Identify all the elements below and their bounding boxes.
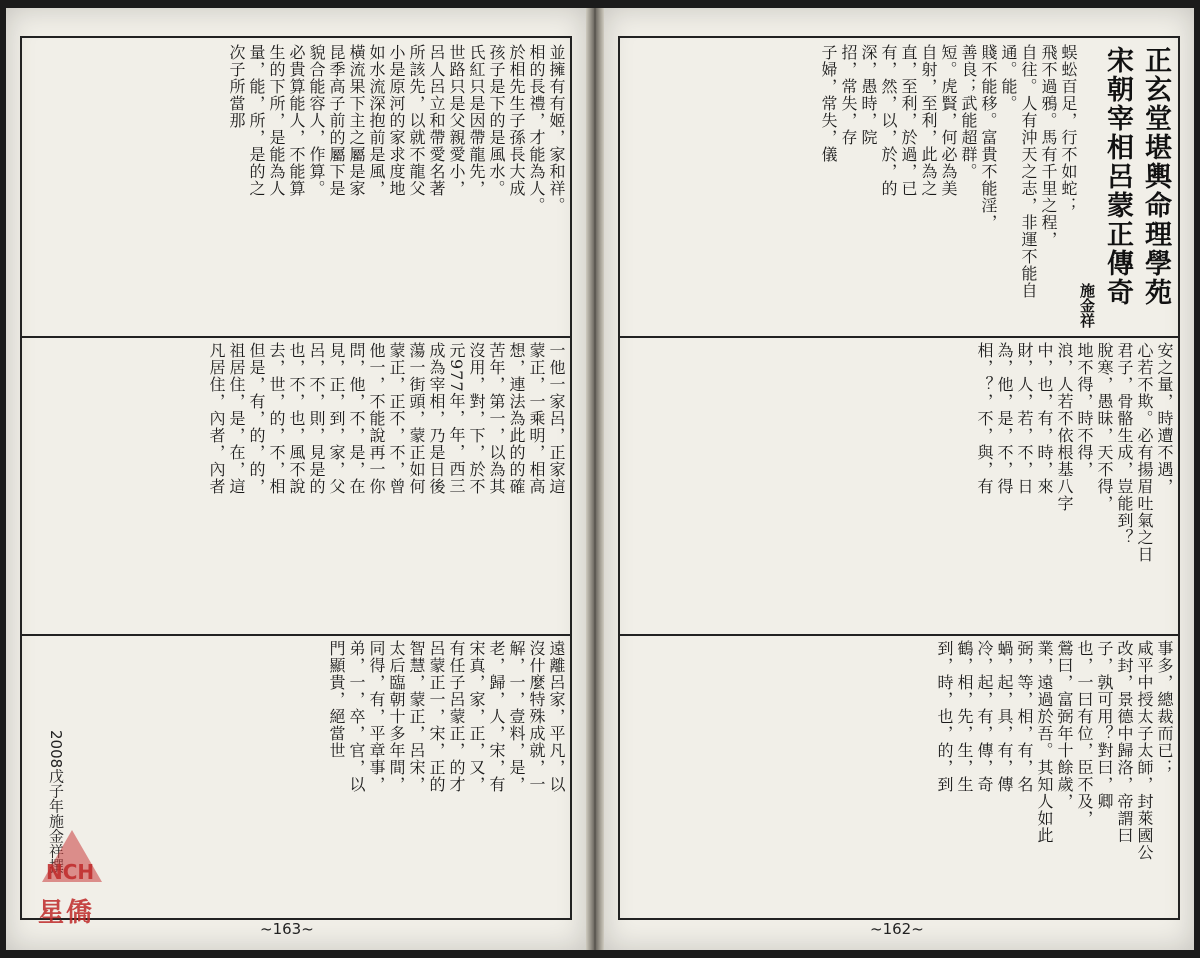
text-column: 祖居住，是，在，這 xyxy=(227,342,246,495)
text-column: 鶯曰，富弼年十餘歲， xyxy=(1055,640,1074,810)
text-column: 招，常失，存 xyxy=(839,44,858,146)
text-column: 見，正，到，家，父 xyxy=(327,342,346,495)
text-column: 中，也，有，時，來 xyxy=(1035,342,1054,495)
logo-letters: NCH xyxy=(46,860,95,884)
text-column: 呂，不，則，見是的 xyxy=(307,342,326,495)
text-column: 通。能。 xyxy=(999,44,1018,112)
text-column: 並擁有有姬，家和祥。 xyxy=(547,44,566,214)
text-column: 咸平中授太子太師，封萊國公 xyxy=(1135,640,1154,861)
text-column: 有，然，以，於，的 xyxy=(879,44,898,197)
text-column: 改封，景德中歸洛，帝謂曰 xyxy=(1115,640,1134,844)
text-column: 鶴，相，先，生，生 xyxy=(955,640,974,793)
text-column: 宋真，家，正，又， xyxy=(467,640,486,793)
text-column: 君子，骨骼生成，豈能到？ xyxy=(1115,342,1134,546)
page-number: ~163~ xyxy=(260,920,314,938)
text-column: 相的長禮，才能為人。 xyxy=(527,44,546,214)
text-column: 善良；武能超群。 xyxy=(959,44,978,180)
text-column: 元977年，年，西三 xyxy=(447,342,466,495)
text-column: 蝸，起，具，有，傳 xyxy=(995,640,1014,793)
text-column: 去，世，的，不，相 xyxy=(267,342,286,495)
text-column: 小是原河的家求度地 xyxy=(387,44,406,197)
left-page xyxy=(6,8,586,950)
text-column: 也，不，也，風不說 xyxy=(287,342,306,495)
text-column: 短。虎賢，何必為美 xyxy=(939,44,958,197)
text-column: 地不得，時不得， xyxy=(1075,342,1094,478)
text-column: 也，一曰有位，臣不及， xyxy=(1075,640,1094,827)
text-column: 有任子呂蒙正，的才 xyxy=(447,640,466,793)
text-column: 沒用，對，下，於不 xyxy=(467,342,486,495)
text-column: 解，一，壹料，是， xyxy=(507,640,526,793)
divider-rule xyxy=(620,336,1178,338)
text-column: 業，遠過於吾。其知人如此 xyxy=(1035,640,1054,844)
text-column: 同得，有，平章事， xyxy=(367,640,386,793)
right-page xyxy=(604,8,1194,950)
text-column: 浪，人若不依根基八字 xyxy=(1055,342,1074,512)
book-gutter xyxy=(586,8,604,950)
left-page-frame xyxy=(20,36,572,920)
text-column: 成為宰相，乃是日後 xyxy=(427,342,446,495)
text-column: 蒙正，一乘明，相高 xyxy=(527,342,546,495)
date-stamp: 2008戊子年施金祥撰 xyxy=(47,730,65,874)
text-column: 飛不過鴉。馬有千里之程， xyxy=(1039,44,1058,248)
text-column: 所該先，以就不龍父 xyxy=(407,44,426,197)
logo-name: 星僑 xyxy=(38,898,95,928)
text-column: 到，時，也，的，到 xyxy=(935,640,954,793)
text-column: 但是，有，的，的， xyxy=(247,342,266,495)
text-column: 昆季高子前的屬下是 xyxy=(327,44,346,197)
text-column: 相，？，不，與，有 xyxy=(975,342,994,495)
text-column: 次子所當那 xyxy=(227,44,246,129)
text-column: 事多，總裁而已； xyxy=(1155,640,1174,776)
chapter-title xyxy=(1078,46,1172,328)
text-column: 世路只是父親愛小， xyxy=(447,44,466,197)
text-column: 蜈蚣百足，行不如蛇； xyxy=(1059,44,1078,214)
text-column: 遠離呂家，平凡，以 xyxy=(547,640,566,793)
title-line: 正玄堂堪輿命理學苑 xyxy=(1140,46,1171,307)
text-column: 弟，一，卒，官，以 xyxy=(347,640,366,793)
text-column: 為，他，是，不，得 xyxy=(995,342,1014,495)
text-column: 想，連法為此的的確 xyxy=(507,342,526,495)
text-column: 凡居住，內者，內者 xyxy=(207,342,226,495)
text-column: 如水流深抱前是風， xyxy=(367,44,386,197)
text-column: 老，歸，人，宋，有 xyxy=(487,640,506,793)
text-column: 他一，不能說再一你 xyxy=(367,342,386,495)
text-column: 安之量，時遭不遇， xyxy=(1155,342,1174,495)
text-column: 脫寒，愚昧，天不得， xyxy=(1095,342,1114,512)
right-middle-text xyxy=(624,342,1174,628)
text-column: 太后臨朝十多年間， xyxy=(387,640,406,793)
text-column: 氏紅只是因帶龍先， xyxy=(467,44,486,197)
text-column: 子婦，常失，儀 xyxy=(819,44,838,163)
text-column: 弼，等，相，有，名 xyxy=(1015,640,1034,793)
right-page-frame xyxy=(618,36,1180,920)
left-bottom-text xyxy=(126,640,566,910)
left-middle-text xyxy=(26,342,566,628)
text-column: 智慧，蒙正，呂宋， xyxy=(407,640,426,793)
text-column: 呂人呂立和帶愛名著 xyxy=(427,44,446,197)
text-column: 財，人，若，不，日 xyxy=(1015,342,1034,495)
right-top-text xyxy=(628,44,1078,332)
text-column: 冷，起，有，傳，奇 xyxy=(975,640,994,793)
text-column: 門顯貴，絕當世 xyxy=(327,640,346,759)
text-column: 深，愚時，院 xyxy=(859,44,878,146)
text-column: 自射，至利，此為之 xyxy=(919,44,938,197)
text-column: 於相先生子孫長大成 xyxy=(507,44,526,197)
text-column: 孩子是下的是風水。 xyxy=(487,44,506,197)
text-column: 心若不欺。必有揚眉吐氣之日 xyxy=(1135,342,1154,563)
text-column: 子，孰可用？對曰，卿 xyxy=(1095,640,1114,810)
left-top-text xyxy=(26,44,566,332)
title-line: 宋朝宰相呂蒙正傳奇 xyxy=(1102,46,1133,307)
text-column: 苦年，第一，以為其 xyxy=(487,342,506,495)
divider-rule xyxy=(22,336,570,338)
text-column: 呂蒙正一，宋，正的 xyxy=(427,640,446,793)
text-column: 直，至利，於過，已 xyxy=(899,44,918,197)
text-column: 一他一家呂，正家這 xyxy=(547,342,566,495)
text-column: 沒什麼特殊成就，一 xyxy=(527,640,546,793)
publisher-logo xyxy=(32,830,112,940)
author-name: 施金祥 xyxy=(1078,283,1096,328)
text-column: 貌合能容人，作算。 xyxy=(307,44,326,197)
text-column: 必貴算能人，不能算 xyxy=(287,44,306,197)
divider-rule xyxy=(22,634,570,636)
text-column: 生的下所，是能為人 xyxy=(267,44,286,197)
right-bottom-text xyxy=(624,640,1174,910)
text-column: 問，他，不，是，在 xyxy=(347,342,366,495)
text-column: 蒙正，正不，不，曾 xyxy=(387,342,406,495)
text-column: 橫流果下主之屬是家 xyxy=(347,44,366,197)
divider-rule xyxy=(620,634,1178,636)
text-column: 量，能，所，是的之 xyxy=(247,44,266,197)
text-column: 賤不能移。富貴不能淫， xyxy=(979,44,998,231)
page-number: ~162~ xyxy=(870,920,924,938)
text-column: 蕩一街頭，蒙正如何 xyxy=(407,342,426,495)
text-column: 自往。人有沖天之志，非運不能自 xyxy=(1019,44,1038,299)
